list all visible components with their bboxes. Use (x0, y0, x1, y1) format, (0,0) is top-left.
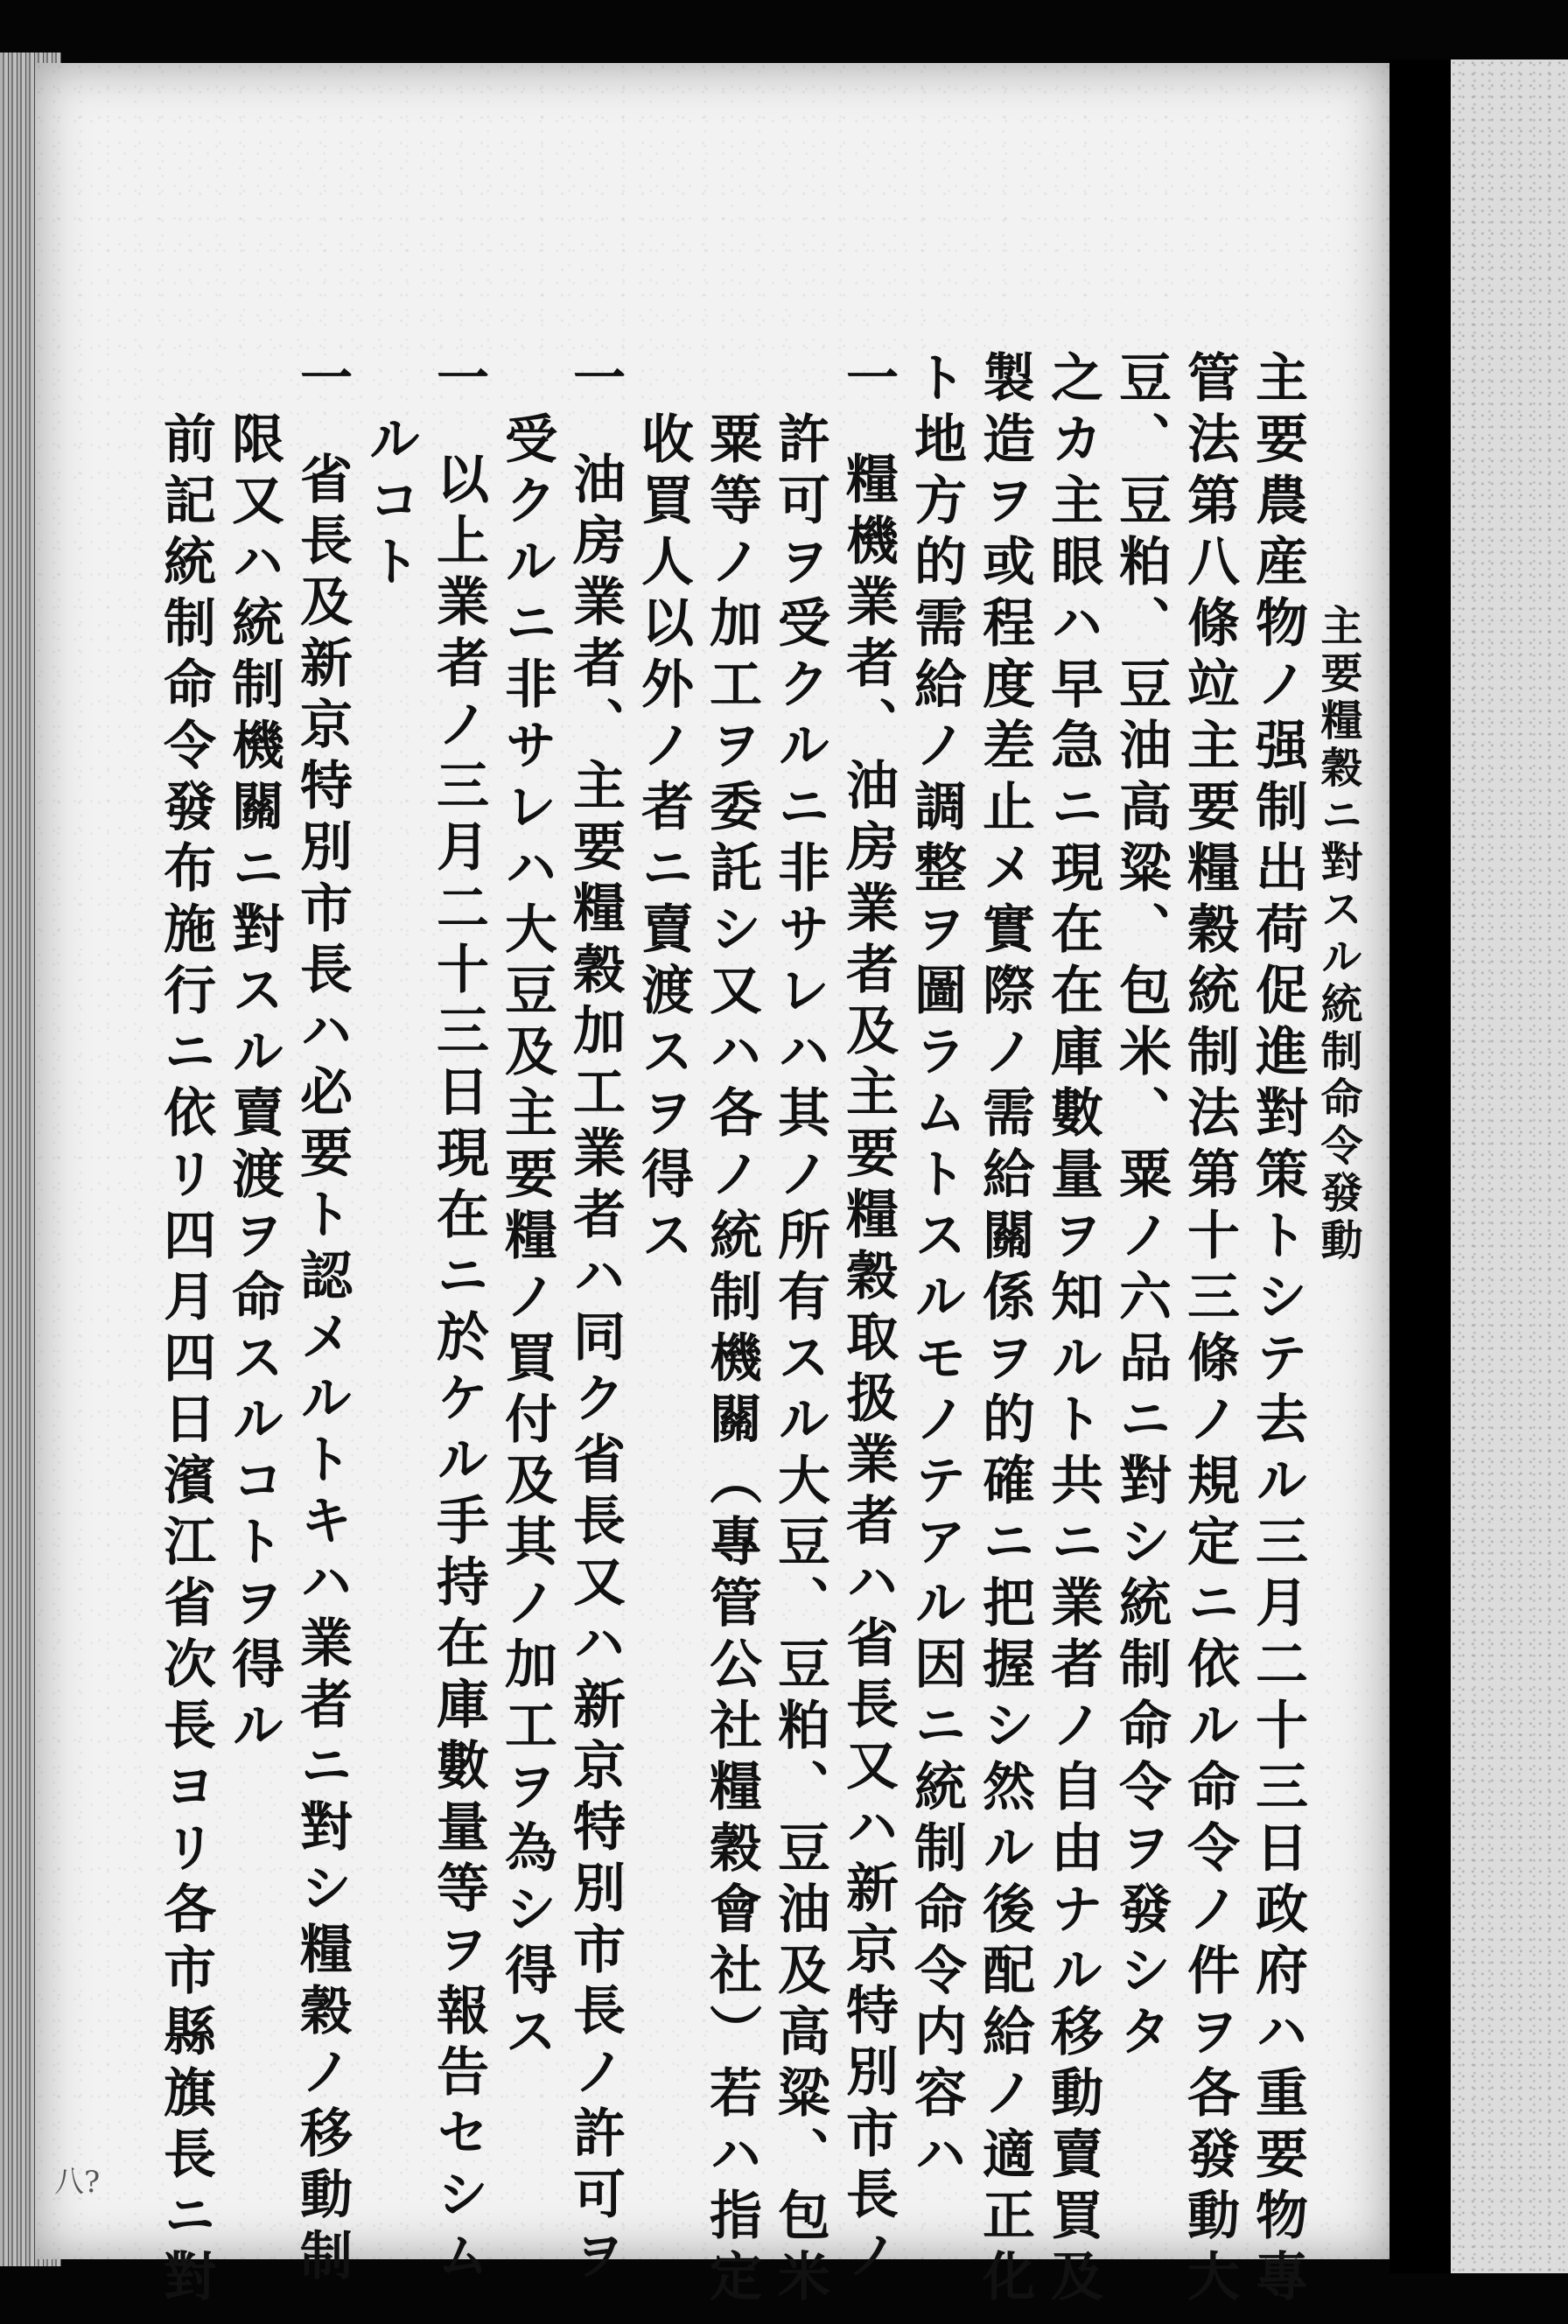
item-2-line-2: 受クルニ非サレハ大豆及主要糧ノ買付及其ノ加工ヲ為シ得ス (496, 411, 557, 2065)
item-4-line-2: 限又ハ統制機關ニ對スル賣渡ヲ命スルコトヲ得ル (223, 411, 284, 1759)
paragraph-line-1: 主要農産物ノ强制出荷促進對策トシテ去ル三月二十三日政府ハ重要物專 (1247, 350, 1308, 2310)
paragraph-line-6: ト地方的需給ノ調整ヲ圖ラムトスルモノテアル因ニ統制命令内容ハ (906, 350, 967, 2188)
section-heading: 主要糧穀ニ對スル統制命令發動 (1313, 604, 1362, 1265)
item-3-text-1: 以上業者ノ三月二十三日現在ニ於ケル手持在庫數量等ヲ報告セシム (428, 452, 489, 2289)
paragraph-line-2: 管法第八條竝主要糧穀統制法第十三條ノ規定ニ依ル命令ノ件ヲ各發動大 (1179, 350, 1240, 2310)
item-2-line-1 (564, 350, 626, 2289)
item-3-line-1 (428, 350, 489, 2289)
item-2-mark: 一 (564, 350, 626, 411)
item-3-mark: 一 (428, 350, 489, 411)
item-1-mark: 一 (837, 350, 899, 411)
paragraph-line-4: 之カ主眼ハ早急ニ現在在庫數量ヲ知ルト共ニ業者ノ自由ナル移動賣買及 (1042, 350, 1103, 2310)
item-1-line-2: 許可ヲ受クルニ非サレハ其ノ所有スル大豆、豆粕、豆油及高粱、包米 (769, 411, 830, 2310)
item-4-line-1 (291, 350, 353, 2289)
paragraph-line-5: 製造ヲ或程度差止メ實際ノ需給關係ヲ的確ニ把握シ然ル後配給ノ適正化 (974, 350, 1035, 2310)
item-3-line-2: ルコト (360, 411, 421, 595)
item-4-text-1: 省長及新京特別市長ハ必要ト認メルトキハ業者ニ對シ糧穀ノ移動制 (291, 452, 353, 2289)
item-4-mark: 一 (291, 350, 353, 411)
item-1-text-1: 糧機業者、油房業者及主要糧穀取扱業者ハ省長又ハ新京特別市長ノ (837, 452, 899, 2289)
paragraph-line-3: 豆、豆粕、豆油高粱、包米、粟ノ六品ニ對シ統制命令ヲ發シタ (1110, 350, 1172, 2065)
item-1-line-4: 收買人以外ノ者ニ賣渡スヲ得ス (633, 411, 694, 1269)
item-1-line-3: 粟等ノ加工ヲ委託シ又ハ各ノ統制機關（專管公社糧穀會社）若ハ指定 (701, 411, 762, 2310)
page-number: 八? (54, 2165, 101, 2200)
item-1-line-1 (837, 350, 899, 2289)
item-2-text-1: 油房業者、主要糧穀加工業者ハ同ク省長又ハ新京特別市長ノ許可ヲ (564, 452, 626, 2289)
facing-page-strip (1451, 60, 1568, 2273)
book-spine (1390, 60, 1451, 2273)
item-4-line-3: 前記統制命令發布施行ニ依リ四月四日濱江省次長ヨリ各市縣旗長ニ對 (155, 411, 216, 2310)
